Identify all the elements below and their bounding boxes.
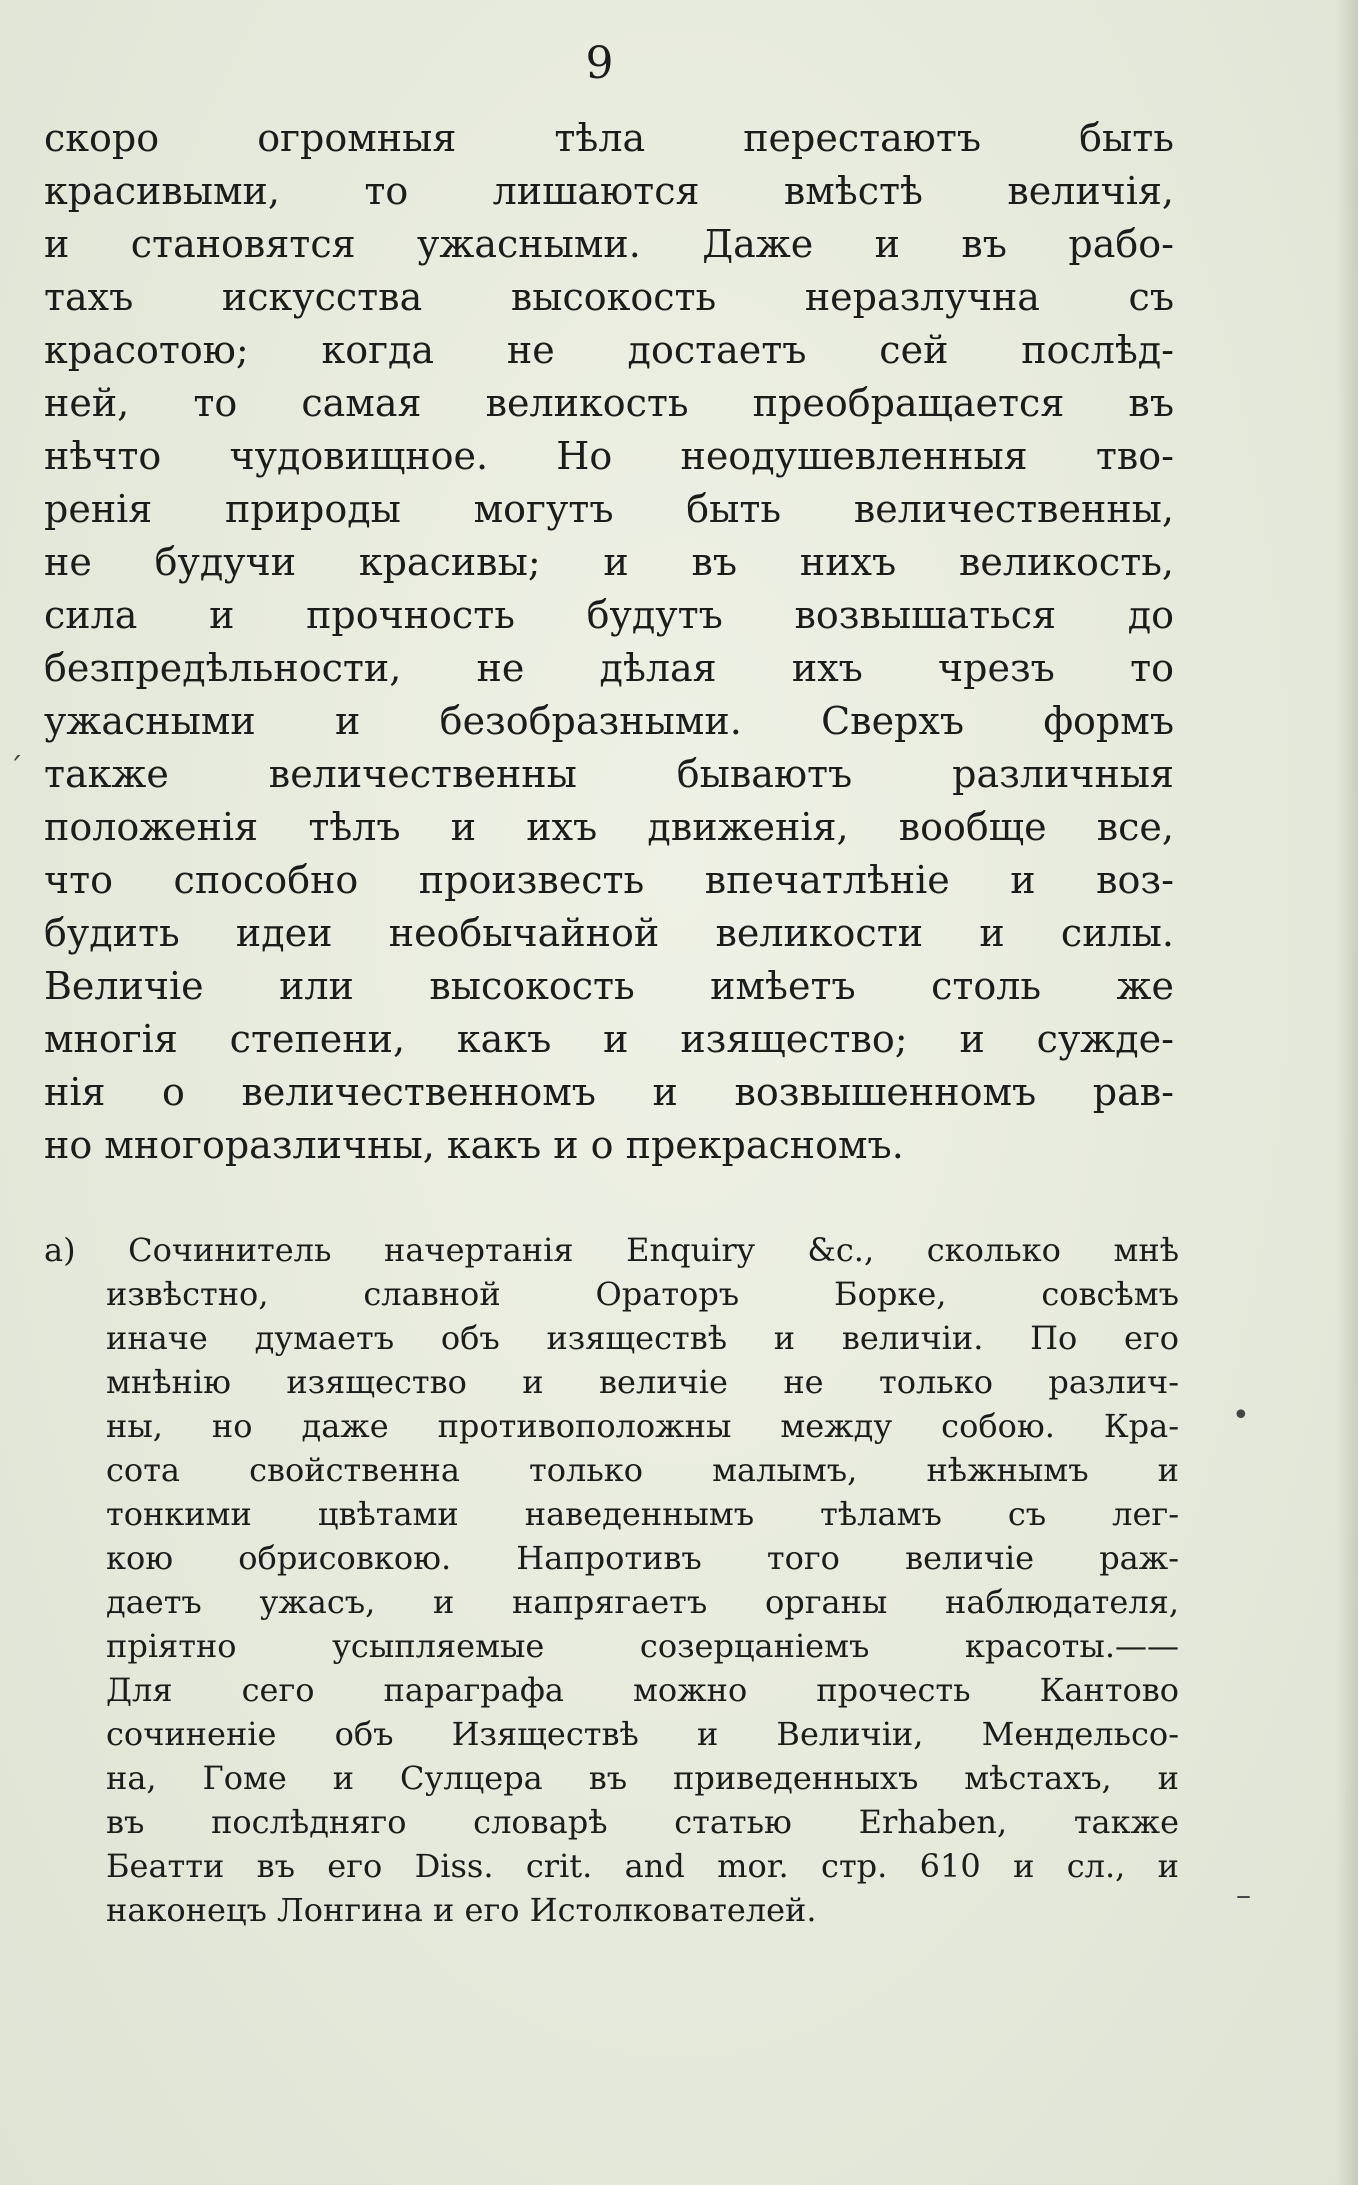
footnote-line: мнѣнію изящество и величіе не только различ-: [106, 1363, 1179, 1401]
text-line: ренія природы могутъ быть величественны,: [44, 487, 1174, 531]
text-line: также величественны бываютъ различныя: [44, 752, 1174, 796]
text-line: Величіе или высокость имѣетъ столь же: [44, 964, 1174, 1008]
footnote-line: кою обрисовкою. Напротивъ того величіе раж-: [106, 1539, 1179, 1577]
footnote-line: пріятно усыпляемые созерцаніемъ красоты.——: [106, 1627, 1179, 1665]
footnote-line: a) Сочинитель начертанія Enquiry &c., сколько мнѣ: [44, 1231, 1179, 1269]
text-line: красотою; когда не достаетъ сей послѣд-: [44, 328, 1174, 372]
footnote-block: [44, 1228, 1179, 1932]
margin-tick-mark: ˊ: [8, 752, 23, 787]
footnote-line: иначе думаетъ объ изяществѣ и величіи. По его: [106, 1319, 1179, 1357]
text-line: но многоразличны, какъ и о прекрасномъ.: [44, 1123, 904, 1167]
margin-dash-mark: –: [1236, 1878, 1251, 1913]
text-line: безпредѣльности, не дѣлая ихъ чрезъ то: [44, 646, 1174, 690]
footnote-line: даетъ ужасъ, и напрягаетъ органы наблюдателя,: [106, 1583, 1179, 1621]
text-line: и становятся ужасными. Даже и въ рабо-: [44, 222, 1174, 266]
footnote-line: извѣстно, славной Ораторъ Борке, совсѣмъ: [106, 1275, 1179, 1313]
text-line: что способно произвесть впечатлѣніе и воз-: [44, 858, 1174, 902]
footnote-line: ны, но даже противоположны между собою. Кра-: [106, 1407, 1179, 1445]
text-line: многія степени, какъ и изящество; и сужде-: [44, 1017, 1174, 1061]
text-line: красивыми, то лишаются вмѣстѣ величія,: [44, 169, 1174, 213]
text-line: положенія тѣлъ и ихъ движенія, вообще все,: [44, 805, 1174, 849]
footnote-line: сота свойственна только малымъ, нѣжнымъ и: [106, 1451, 1179, 1489]
footnote-line: сочиненіе объ Изяществѣ и Величіи, Мендельсо-: [106, 1715, 1179, 1753]
text-line: нѣчто чудовищное. Но неодушевленныя тво-: [44, 434, 1174, 478]
text-line: ней, то самая великость преобращается въ: [44, 381, 1174, 425]
text-line: сила и прочность будутъ возвышаться до: [44, 593, 1174, 637]
text-line: тахъ искусства высокость неразлучна съ: [44, 275, 1174, 319]
text-line: нія о величественномъ и возвышенномъ рав-: [44, 1070, 1174, 1114]
text-line: будить идеи необычайной великости и силы.: [44, 911, 1174, 955]
margin-dot-mark: •: [1232, 1398, 1250, 1433]
footnote-line: въ послѣдняго словарѣ статью Erhaben, также: [106, 1803, 1179, 1841]
footnote-line: Для сего параграфа можно прочесть Кантово: [106, 1671, 1179, 1709]
main-text-block: [44, 112, 1174, 1172]
page-edge-shadow: [1336, 0, 1358, 2185]
footnote-line: Беатти въ его Diss. crit. and mor. стр. 610 и сл., и: [106, 1847, 1179, 1885]
text-line: ужасными и безобразными. Сверхъ формъ: [44, 699, 1174, 743]
footnote-line: тонкими цвѣтами наведеннымъ тѣламъ съ лег-: [106, 1495, 1179, 1533]
text-line: не будучи красивы; и въ нихъ великость,: [44, 540, 1174, 584]
footnote-line: на, Гоме и Сулцера въ приведенныхъ мѣстахъ, и: [106, 1759, 1179, 1797]
page-number: 9: [585, 38, 615, 89]
text-line: скоро огромныя тѣла перестаютъ быть: [44, 116, 1174, 160]
footnote-line: наконецъ Лонгина и его Истолкователей.: [106, 1891, 817, 1929]
